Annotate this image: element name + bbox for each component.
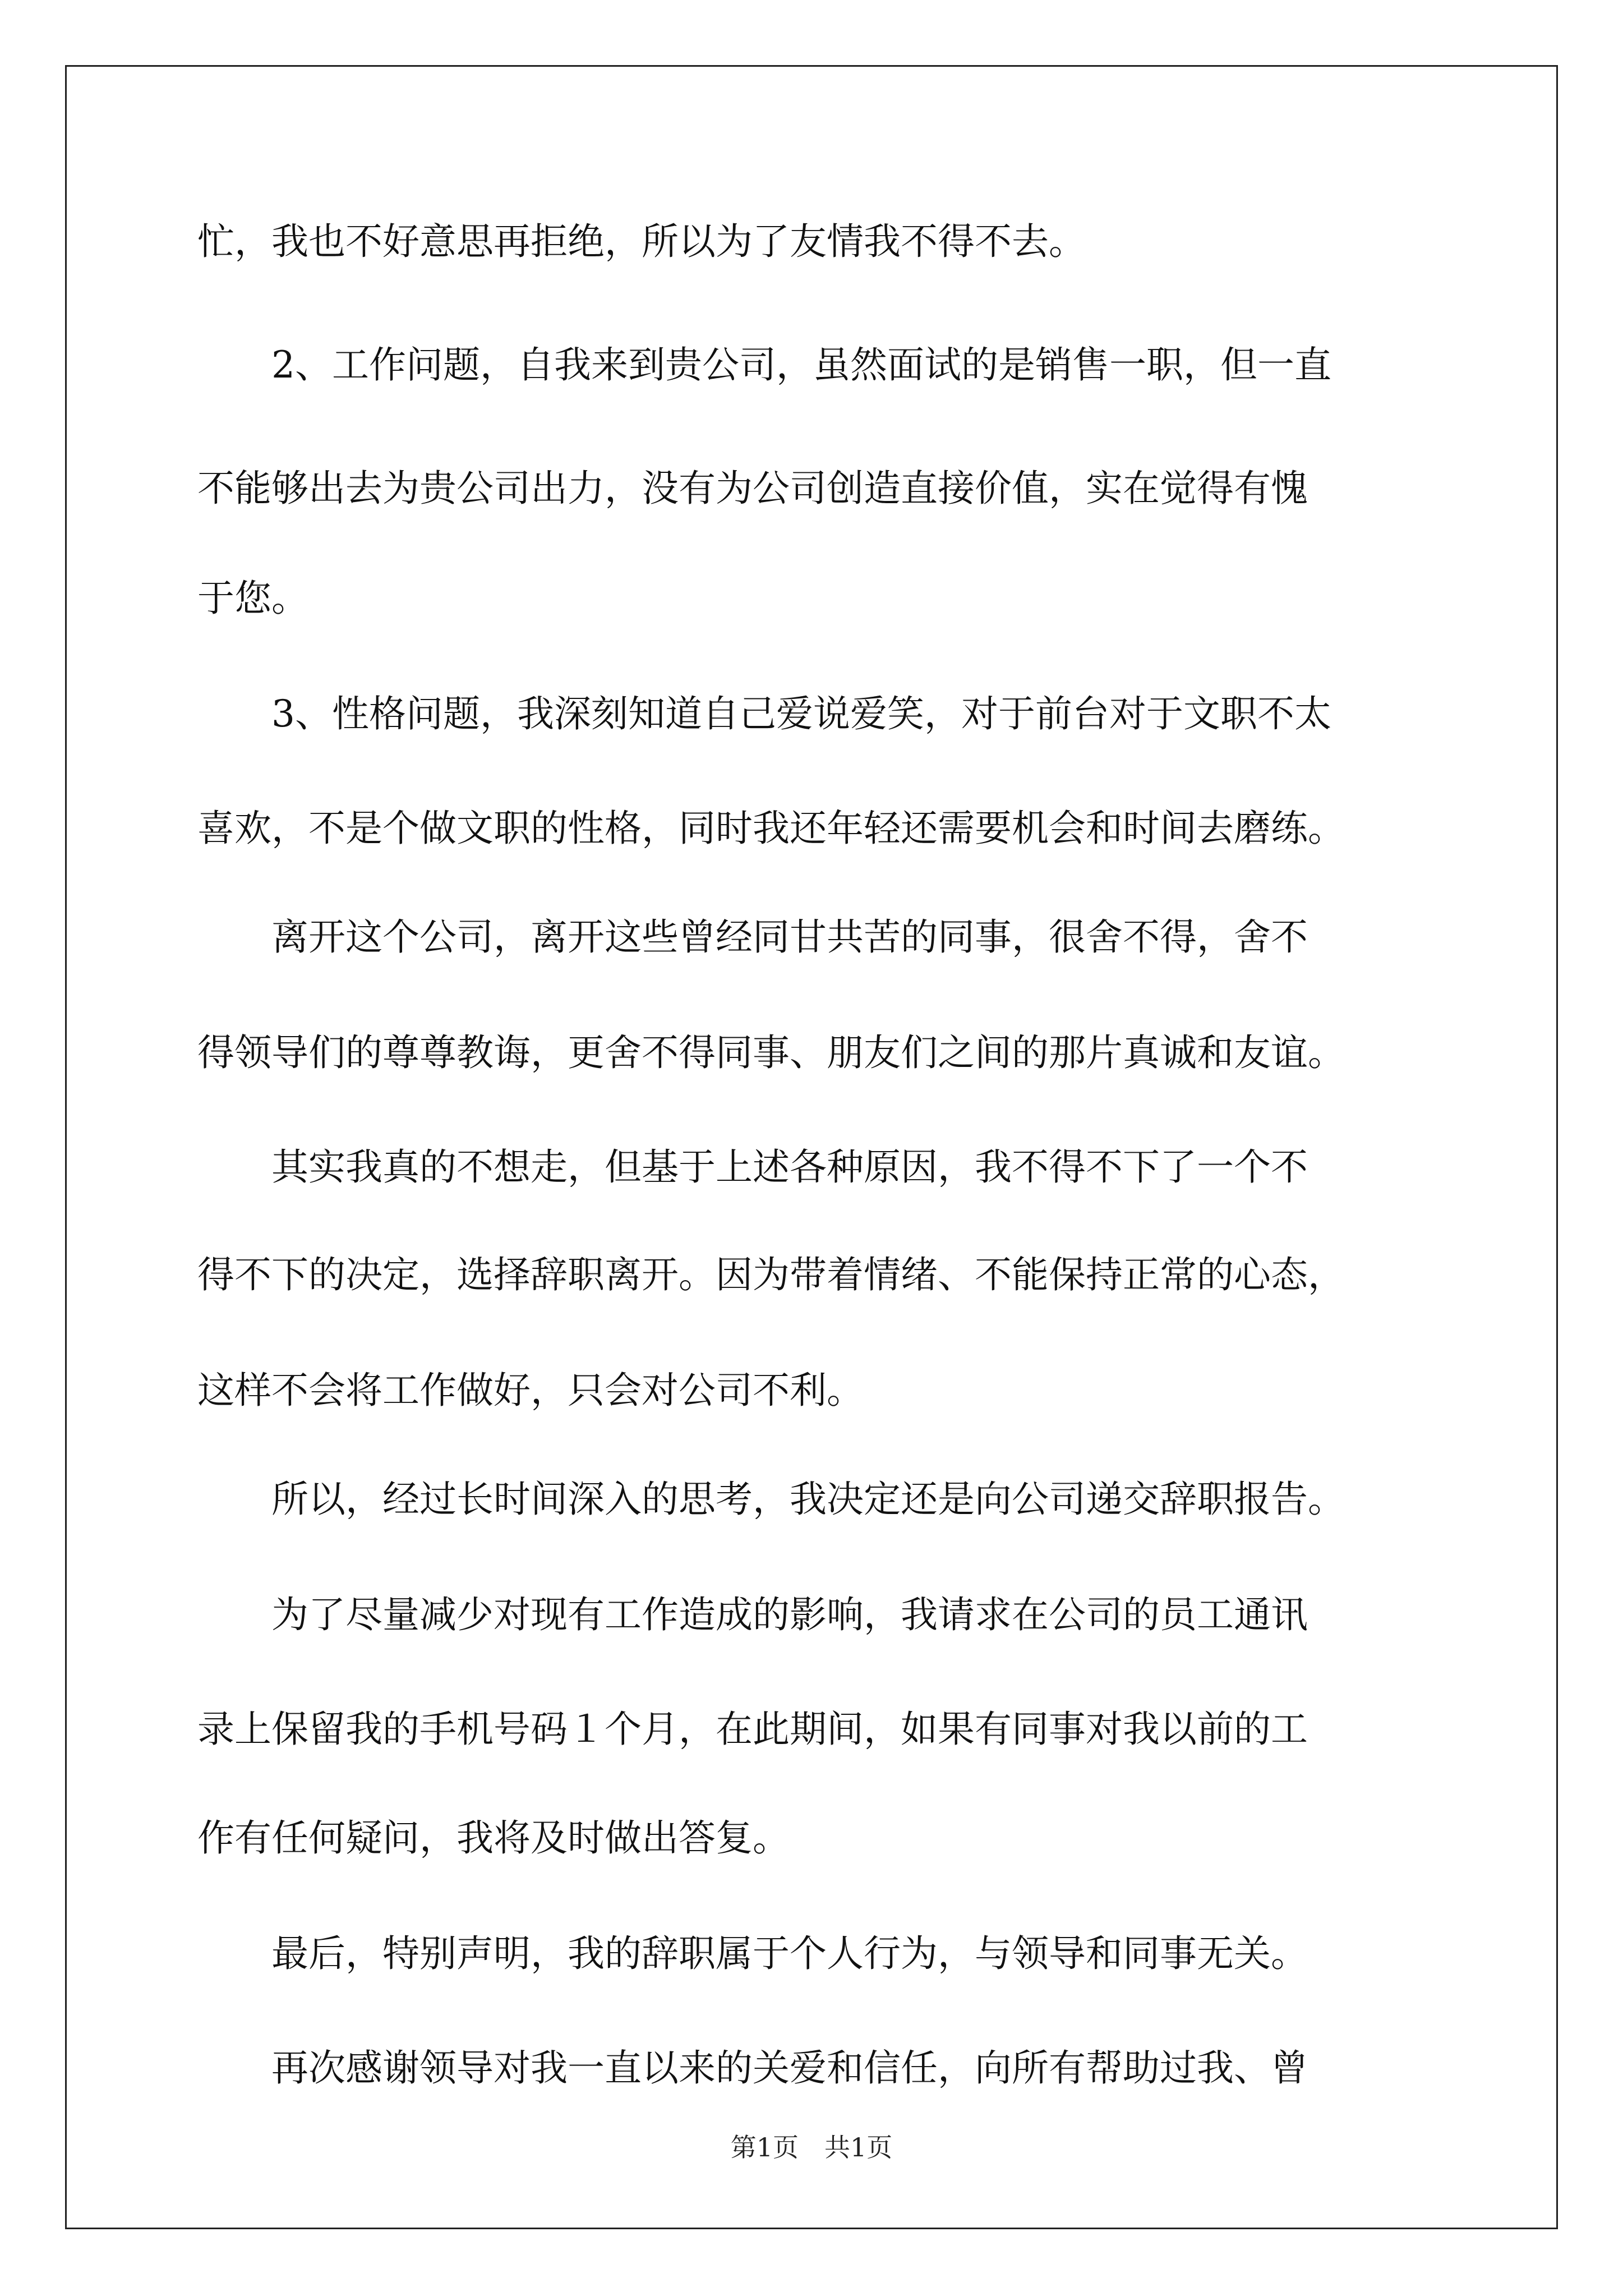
text-line: 为了尽量减少对现有工作造成的影响，我请求在公司的员工通讯 — [197, 1593, 1308, 1636]
text-line: 再次感谢领导对我一直以来的关爱和信任，向所有帮助过我、曾 — [197, 2046, 1308, 2090]
text-line: 喜欢，不是个做文职的性格，同时我还年轻还需要机会和时间去磨练。 — [197, 807, 1345, 850]
page-number-footer: 第1页 共1页 — [730, 2132, 893, 2162]
text-line: 最后，特别声明，我的辞职属于个人行为，与领导和同事无关。 — [197, 1932, 1308, 1975]
text-line: 这样不会将工作做好，只会对公司不利。 — [197, 1369, 864, 1412]
text-line: 所以，经过长时间深入的思考，我决定还是向公司递交辞职报告。 — [197, 1478, 1345, 1521]
text-line: 2、工作问题，自我来到贵公司，虽然面试的是销售一职，但一直 — [197, 343, 1331, 386]
text-line: 得不下的决定，选择辞职离开。因为带着情绪、不能保持正常的心态， — [197, 1253, 1345, 1296]
text-line: 录上保留我的手机号码１个月，在此期间，如果有同事对我以前的工 — [197, 1708, 1308, 1751]
text-line: 忙，我也不好意思再拒绝，所以为了友情我不得不去。 — [197, 220, 1086, 263]
text-line: 不能够出去为贵公司出力，没有为公司创造直接价值，实在觉得有愧 — [197, 467, 1308, 510]
text-line: 其实我真的不想走，但基于上述各种原因，我不得不下了一个不 — [197, 1145, 1308, 1189]
text-line: 作有任何疑问，我将及时做出答复。 — [197, 1816, 790, 1860]
text-line: 于您。 — [197, 577, 308, 620]
text-line: 3、性格问题，我深刻知道自己爱说爱笑，对于前台对于文职不太 — [197, 692, 1331, 735]
text-line: 得领导们的尊尊教诲，更舍不得同事、朋友们之间的那片真诚和友谊。 — [197, 1031, 1345, 1074]
text-line: 离开这个公司，离开这些曾经同甘共苦的同事，很舍不得，舍不 — [197, 915, 1308, 959]
